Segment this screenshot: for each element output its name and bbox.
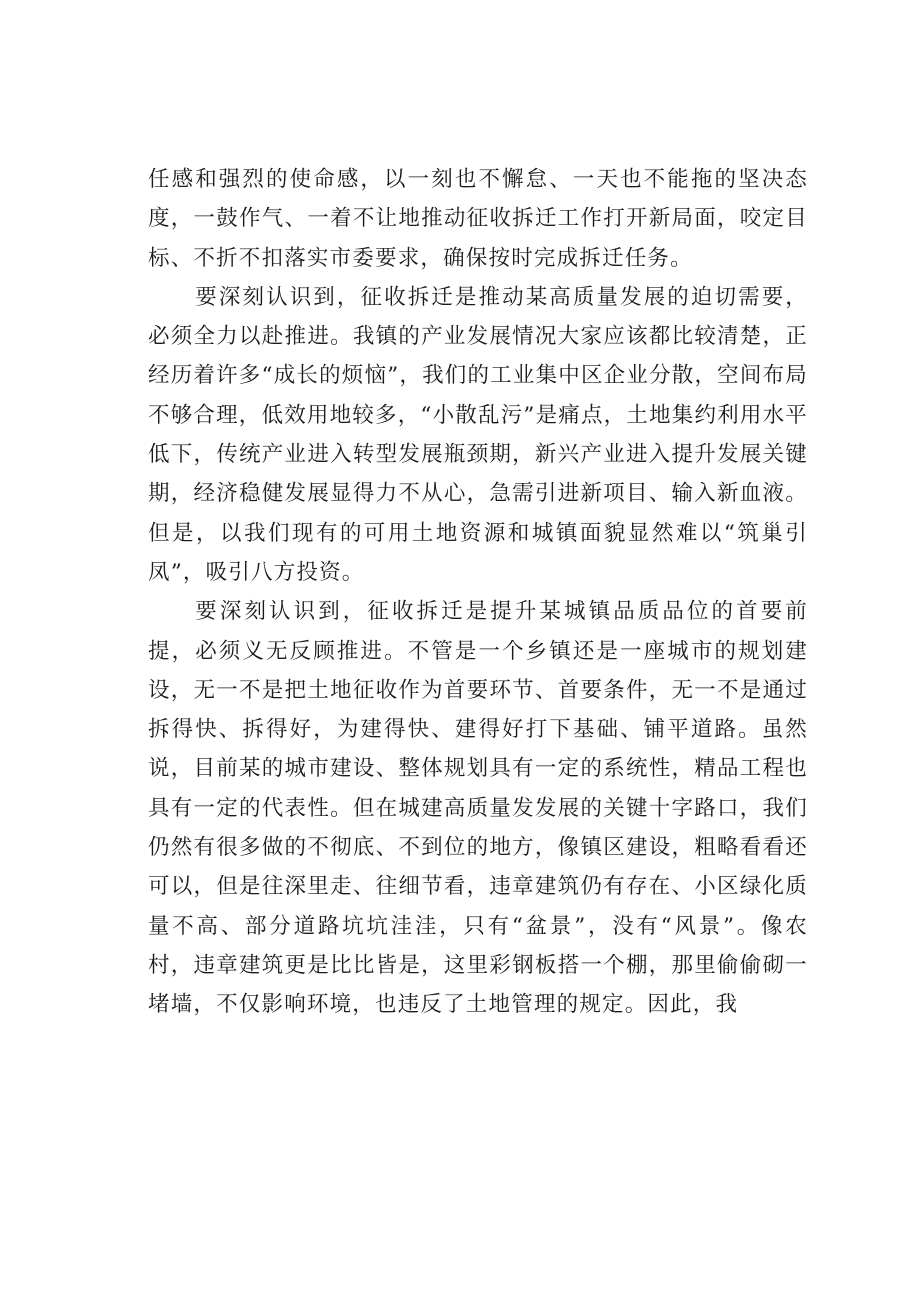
paragraph-urban-quality: 要深刻认识到，征收拆迁是提升某城镇品质品位的首要前提，必须义无反顾推进。不管是一个乡镇还是一座城市的规划建设，无一不是把土地征收作为首要环节、首要条件，无一不是通过拆得快、拆得好，为建得快、建得好打下基础、铺平道路。虽然说，目前某的城市建设、整体规划具有一定的系统性，精品工程也具有一定的代表性。但在城建高质量发发展的关键十字路口，我们仍然有很多做的不彻底、不到位的地方，像镇区建设，粗略看看还可以，但是往深里走、往细节看，违章建筑仍有存在、小区绿化质量不高、部分道路坑坑洼洼，只有“盆景”，没有“风景”。像农村，违章建筑更是比比皆是，这里彩钢板搭一个棚，那里偷偷砌一堵墙，不仅影响环境，也违反了土地管理的规定。因此，我 [148, 599, 808, 1018]
paragraph-continuation: 任感和强烈的使命感，以一刻也不懈怠、一天也不能拖的坚决态度，一鼓作气、一着不让地推动征收拆迁工作打开新局面，咬定目标、不折不扣落实市委要求，确保按时完成拆迁任务。 [148, 167, 808, 271]
document-body [148, 160, 808, 1025]
paragraph-development-need: 要深刻认识到，征收拆迁是推动某高质量发展的迫切需要，必须全力以赴推进。我镇的产业发展情况大家应该都比较清楚，正经历着许多“成长的烦恼”，我们的工业集中区企业分散，空间布局不够合理，低效用地较多，“小散乱污”是痛点，土地集约利用水平低下，传统产业进入转型发展瓶颈期，新兴产业进入提升发展关键期，经济稳健发展显得力不从心，急需引进新项目、输入新血液。但是，以我们现有的可用土地资源和城镇面貌显然难以“筑巢引凤”，吸引八方投资。 [148, 284, 808, 585]
